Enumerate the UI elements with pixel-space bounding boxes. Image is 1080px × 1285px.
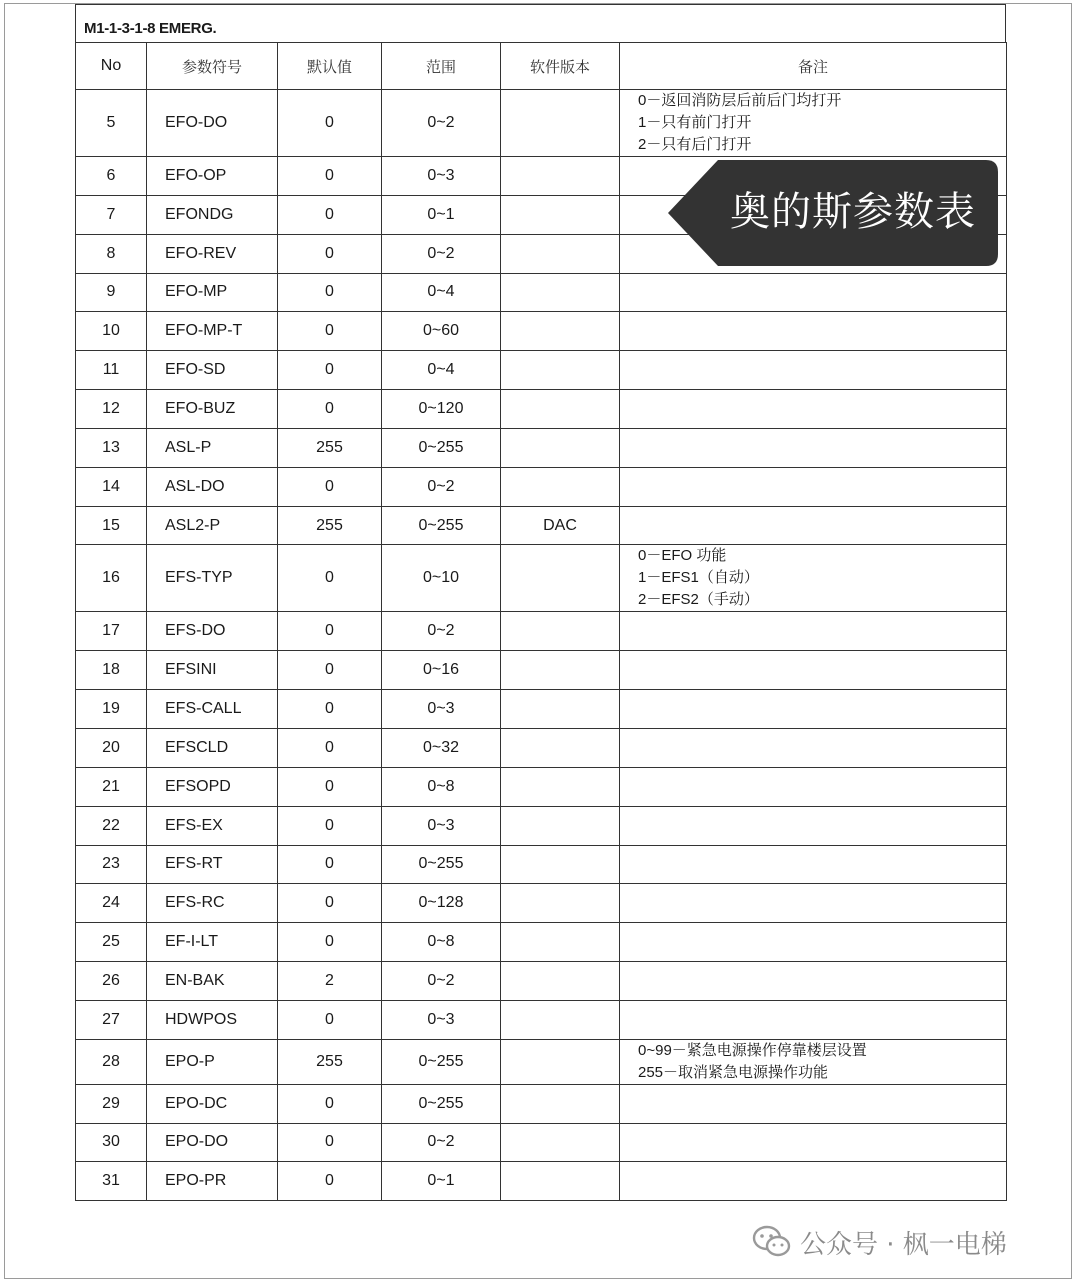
table-header-row [76, 43, 1007, 90]
overlay-tag [668, 160, 998, 266]
cell-remarks [620, 1162, 1007, 1201]
cell-symbol: EFONDG [147, 195, 278, 234]
cell-no: 13 [76, 428, 147, 467]
cell-no: 6 [76, 157, 147, 196]
cell-no: 20 [76, 728, 147, 767]
cell-no: 21 [76, 767, 147, 806]
table-row [76, 923, 1007, 962]
cell-symbol: EFSINI [147, 651, 278, 690]
cell-version [501, 728, 620, 767]
cell-remarks [620, 651, 1007, 690]
cell-range: 0~2 [382, 962, 501, 1001]
cell-range: 0~8 [382, 767, 501, 806]
table-row [76, 845, 1007, 884]
cell-range: 0~255 [382, 506, 501, 545]
cell-version [501, 651, 620, 690]
cell-remarks [620, 312, 1007, 351]
cell-range: 0~10 [382, 545, 501, 612]
cell-remarks [620, 506, 1007, 545]
cell-version [501, 1039, 620, 1084]
cell-version [501, 845, 620, 884]
cell-no: 25 [76, 923, 147, 962]
cell-version [501, 90, 620, 157]
cell-no: 5 [76, 90, 147, 157]
cell-range: 0~2 [382, 234, 501, 273]
cell-default: 0 [278, 312, 382, 351]
cell-default: 0 [278, 767, 382, 806]
cell-range: 0~8 [382, 923, 501, 962]
cell-remarks [620, 923, 1007, 962]
cell-symbol: EFSOPD [147, 767, 278, 806]
cell-default: 0 [278, 806, 382, 845]
table-row [76, 1123, 1007, 1162]
cell-no: 19 [76, 690, 147, 729]
cell-default: 0 [278, 690, 382, 729]
remark-line: 1－只有前门打开 [638, 114, 752, 131]
cell-version [501, 157, 620, 196]
cell-version [501, 467, 620, 506]
cell-no: 23 [76, 845, 147, 884]
cell-default: 0 [278, 1000, 382, 1039]
cell-version [501, 767, 620, 806]
cell-version [501, 273, 620, 312]
cell-symbol: ASL-P [147, 428, 278, 467]
remark-line: 0~99－紧急电源操作停靠楼层设置 [638, 1041, 867, 1059]
cell-no: 15 [76, 506, 147, 545]
cell-default: 0 [278, 195, 382, 234]
cell-range: 0~60 [382, 312, 501, 351]
cell-version [501, 312, 620, 351]
cell-version [501, 806, 620, 845]
cell-remarks [620, 545, 1007, 612]
table-row [76, 545, 1007, 612]
cell-range: 0~16 [382, 651, 501, 690]
cell-version [501, 1084, 620, 1123]
cell-default: 0 [278, 1162, 382, 1201]
column-header: 范围 [382, 43, 501, 90]
table-row [76, 651, 1007, 690]
document-title: M1-1-3-1-8 EMERG. [75, 4, 1006, 42]
cell-range: 0~255 [382, 845, 501, 884]
cell-version: DAC [501, 506, 620, 545]
cell-no: 16 [76, 545, 147, 612]
cell-no: 14 [76, 467, 147, 506]
remark-line: 2－EFS2（手动） [638, 591, 759, 609]
cell-default: 0 [278, 923, 382, 962]
cell-remarks [620, 728, 1007, 767]
table-row [76, 506, 1007, 545]
cell-version [501, 234, 620, 273]
cell-symbol: EFS-CALL [147, 690, 278, 729]
cell-version [501, 390, 620, 429]
cell-range: 0~120 [382, 390, 501, 429]
cell-range: 0~128 [382, 884, 501, 923]
cell-range: 0~2 [382, 90, 501, 157]
column-header: No [76, 43, 147, 90]
cell-symbol: EN-BAK [147, 962, 278, 1001]
column-header: 参数符号 [147, 43, 278, 90]
cell-remarks [620, 351, 1007, 390]
cell-symbol: EF-I-LT [147, 923, 278, 962]
cell-no: 30 [76, 1123, 147, 1162]
table-row [76, 273, 1007, 312]
table-row [76, 351, 1007, 390]
cell-range: 0~32 [382, 728, 501, 767]
cell-remarks [620, 884, 1007, 923]
table-row [76, 428, 1007, 467]
column-header: 默认值 [278, 43, 382, 90]
cell-no: 29 [76, 1084, 147, 1123]
table-row [76, 1039, 1007, 1084]
table-row [76, 612, 1007, 651]
cell-default: 255 [278, 428, 382, 467]
table-row [76, 728, 1007, 767]
cell-range: 0~3 [382, 690, 501, 729]
cell-range: 0~255 [382, 1084, 501, 1123]
cell-version [501, 1162, 620, 1201]
cell-no: 26 [76, 962, 147, 1001]
cell-symbol: EPO-P [147, 1039, 278, 1084]
cell-default: 0 [278, 1123, 382, 1162]
cell-version [501, 690, 620, 729]
wechat-icon [752, 1225, 792, 1259]
remark-line: 0－EFO 功能 [638, 547, 727, 565]
cell-remarks [620, 806, 1007, 845]
cell-version [501, 962, 620, 1001]
table-row [76, 90, 1007, 157]
table-row [76, 690, 1007, 729]
cell-symbol: EFS-EX [147, 806, 278, 845]
cell-range: 0~2 [382, 1123, 501, 1162]
cell-symbol: EFO-BUZ [147, 390, 278, 429]
cell-symbol: HDWPOS [147, 1000, 278, 1039]
remark-line: 255－取消紧急电源操作功能 [638, 1063, 829, 1081]
cell-symbol: EFS-TYP [147, 545, 278, 612]
cell-default: 0 [278, 884, 382, 923]
table-row [76, 390, 1007, 429]
table-row [76, 884, 1007, 923]
cell-range: 0~4 [382, 351, 501, 390]
cell-version [501, 1000, 620, 1039]
cell-default: 0 [278, 390, 382, 429]
cell-no: 31 [76, 1162, 147, 1201]
cell-remarks [620, 273, 1007, 312]
cell-default: 0 [278, 90, 382, 157]
cell-remarks [620, 1039, 1007, 1084]
cell-default: 0 [278, 728, 382, 767]
column-header: 备注 [620, 43, 1007, 90]
cell-default: 255 [278, 1039, 382, 1084]
cell-no: 28 [76, 1039, 147, 1084]
cell-default: 2 [278, 962, 382, 1001]
cell-default: 0 [278, 1084, 382, 1123]
cell-range: 0~3 [382, 157, 501, 196]
cell-symbol: ASL-DO [147, 467, 278, 506]
cell-symbol: EFS-RC [147, 884, 278, 923]
cell-default: 0 [278, 545, 382, 612]
cell-range: 0~2 [382, 467, 501, 506]
cell-default: 0 [278, 467, 382, 506]
cell-remarks [620, 845, 1007, 884]
watermark-text: 公众号 · 枫一电梯 [800, 1229, 1007, 1260]
cell-remarks [620, 1123, 1007, 1162]
remark-line: 2－只有后门打开 [638, 136, 752, 153]
cell-version [501, 428, 620, 467]
cell-remarks [620, 390, 1007, 429]
cell-no: 12 [76, 390, 147, 429]
cell-version [501, 923, 620, 962]
table-row [76, 806, 1007, 845]
cell-version [501, 612, 620, 651]
cell-symbol: EPO-DC [147, 1084, 278, 1123]
cell-default: 255 [278, 506, 382, 545]
cell-remarks [620, 1084, 1007, 1123]
cell-default: 0 [278, 845, 382, 884]
cell-no: 7 [76, 195, 147, 234]
cell-remarks [620, 1000, 1007, 1039]
cell-symbol: EFS-RT [147, 845, 278, 884]
table-row [76, 1084, 1007, 1123]
cell-remarks [620, 467, 1007, 506]
cell-remarks [620, 90, 1007, 157]
remark-line: 1－EFS1（自动） [638, 569, 759, 587]
cell-symbol: EFO-SD [147, 351, 278, 390]
column-header: 软件版本 [501, 43, 620, 90]
cell-version [501, 351, 620, 390]
cell-remarks [620, 428, 1007, 467]
table-row [76, 467, 1007, 506]
table-row [76, 1000, 1007, 1039]
cell-version [501, 884, 620, 923]
cell-remarks [620, 612, 1007, 651]
cell-range: 0~3 [382, 1000, 501, 1039]
cell-version [501, 195, 620, 234]
cell-no: 11 [76, 351, 147, 390]
cell-version [501, 1123, 620, 1162]
cell-no: 10 [76, 312, 147, 351]
watermark [752, 1222, 1007, 1262]
cell-no: 22 [76, 806, 147, 845]
cell-no: 18 [76, 651, 147, 690]
cell-remarks [620, 690, 1007, 729]
cell-default: 0 [278, 612, 382, 651]
cell-symbol: ASL2-P [147, 506, 278, 545]
cell-no: 24 [76, 884, 147, 923]
cell-default: 0 [278, 651, 382, 690]
cell-symbol: EPO-DO [147, 1123, 278, 1162]
cell-range: 0~2 [382, 612, 501, 651]
table-row [76, 767, 1007, 806]
cell-no: 27 [76, 1000, 147, 1039]
cell-default: 0 [278, 273, 382, 312]
cell-symbol: EFO-MP [147, 273, 278, 312]
table-row [76, 1162, 1007, 1201]
cell-symbol: EFO-MP-T [147, 312, 278, 351]
cell-version [501, 545, 620, 612]
overlay-label: 奥的斯参数表 [730, 189, 976, 235]
cell-symbol: EFS-DO [147, 612, 278, 651]
cell-remarks [620, 767, 1007, 806]
cell-range: 0~1 [382, 195, 501, 234]
cell-range: 0~255 [382, 1039, 501, 1084]
cell-default: 0 [278, 157, 382, 196]
cell-range: 0~255 [382, 428, 501, 467]
cell-no: 9 [76, 273, 147, 312]
cell-default: 0 [278, 351, 382, 390]
cell-default: 0 [278, 234, 382, 273]
cell-range: 0~4 [382, 273, 501, 312]
cell-symbol: EFO-REV [147, 234, 278, 273]
cell-symbol: EFO-OP [147, 157, 278, 196]
remark-line: 0－返回消防层后前后门均打开 [638, 92, 842, 109]
table-row [76, 312, 1007, 351]
cell-range: 0~3 [382, 806, 501, 845]
cell-no: 8 [76, 234, 147, 273]
table-row [76, 962, 1007, 1001]
cell-symbol: EFO-DO [147, 90, 278, 157]
cell-symbol: EPO-PR [147, 1162, 278, 1201]
cell-range: 0~1 [382, 1162, 501, 1201]
cell-no: 17 [76, 612, 147, 651]
cell-remarks [620, 962, 1007, 1001]
cell-symbol: EFSCLD [147, 728, 278, 767]
